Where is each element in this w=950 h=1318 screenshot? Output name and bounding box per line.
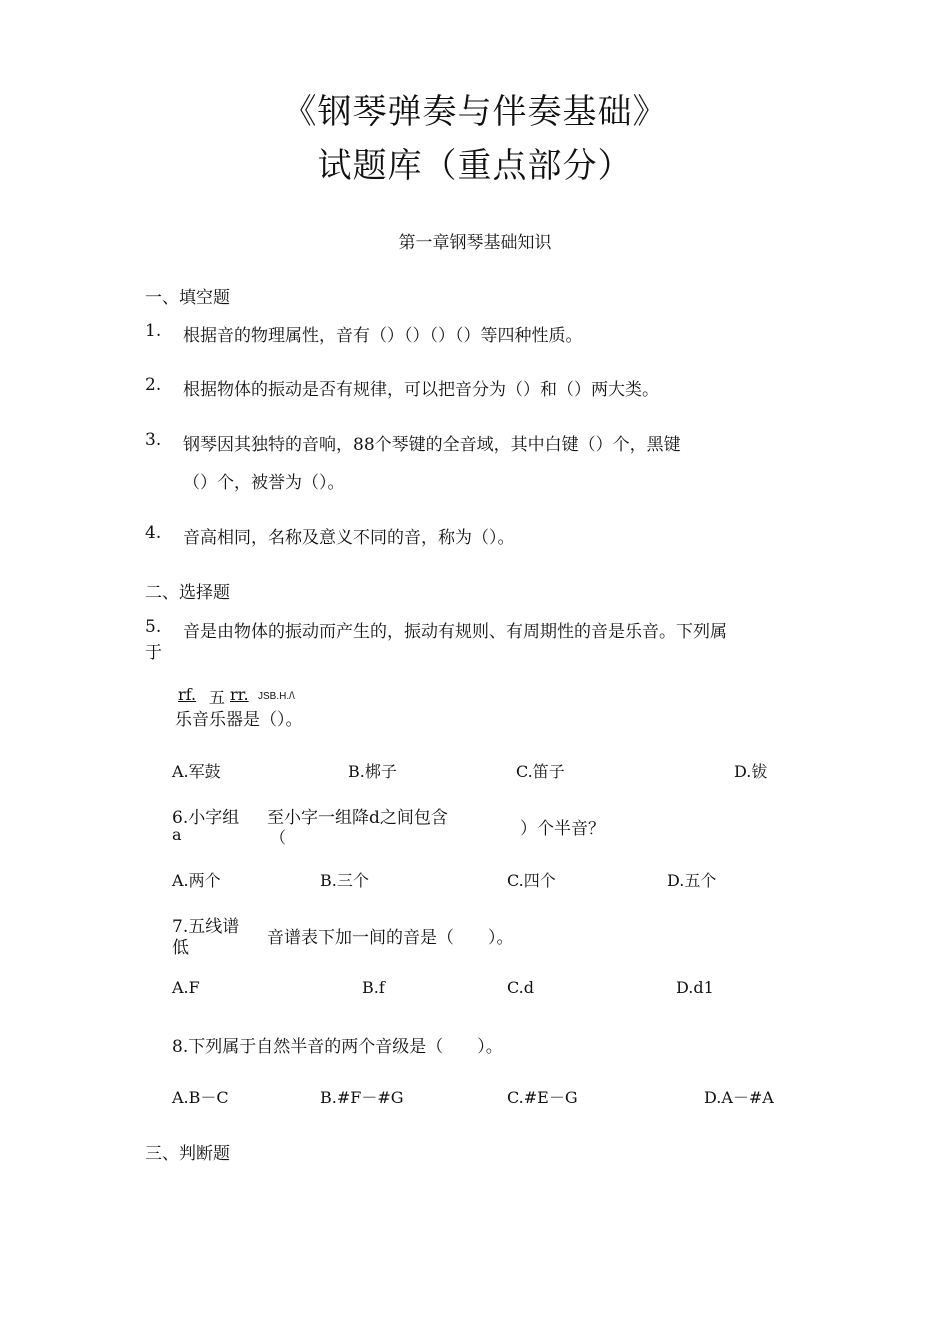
q7-option-d: D.d1 (676, 978, 714, 997)
q5-garbled-text-b: 五 (209, 688, 226, 707)
q5-option-b: B.梆子 (348, 762, 397, 781)
section-fill-in-heading: 一、填空题 (145, 288, 230, 308)
q4-text: 音高相同，名称及意义不同的音，称为（）。 (183, 528, 515, 548)
q6-text-part3: ）个半音？ (520, 819, 605, 839)
q8-text: 8.下列属于自然半音的两个音级是（ ）。 (172, 1037, 503, 1057)
q1-number: 1. (145, 321, 162, 341)
q8-option-d: D.A－#A (704, 1088, 774, 1107)
chapter-heading: 第一章钢琴基础知识 (398, 233, 552, 253)
q5-garbled-text-a: rf. (178, 685, 197, 704)
q5-text-line3: 乐音乐器是（）。 (175, 710, 303, 730)
q7-text-part1: 7.五线谱 (172, 917, 240, 937)
q7-text-part1b: 低 (172, 938, 189, 958)
document-subtitle: 试题库（重点部分） (317, 146, 633, 186)
q5-text-line2: 于 (145, 643, 162, 663)
q7-option-c: C.d (507, 978, 534, 997)
q5-garbled-text-c: rr. (230, 685, 249, 704)
q7-option-b: B.f (362, 978, 385, 997)
q3-number: 3. (145, 430, 162, 450)
q4-number: 4. (145, 523, 162, 543)
q8-option-b: B.#F－#G (320, 1088, 404, 1107)
section-choice-heading: 二、选择题 (145, 583, 230, 603)
q6-text-part1: 6.小字组 (172, 808, 240, 828)
q6-option-c: C.四个 (507, 871, 556, 890)
q1-text: 根据音的物理属性，音有（）（）（）（）等四种性质。 (183, 326, 583, 346)
q6-option-b: B.三个 (320, 871, 369, 890)
q5-option-c: C.笛子 (516, 762, 565, 781)
q8-option-a: A.B－C (172, 1088, 229, 1107)
q6-option-d: D.五个 (667, 871, 717, 890)
q7-text-part2: 音谱表下加一间的音是（ ）。 (267, 928, 514, 948)
q6-option-a: A.两个 (172, 871, 221, 890)
q5-option-a: A.军鼓 (172, 762, 221, 781)
q6-text-part1b: a (172, 825, 182, 844)
q5-garbled-text-d: JSB.H./\ (258, 691, 295, 702)
q5-number: 5. (145, 617, 162, 637)
q6-text-part2b: （ (270, 828, 287, 847)
q5-text-line1: 音是由物体的振动而产生的，振动有规则、有周期性的音是乐音。下列属 (183, 622, 727, 642)
section-true-false-heading: 三、判断题 (145, 1144, 230, 1164)
q2-number: 2. (145, 375, 162, 395)
q3-text-line2: （）个，被誉为（）。 (183, 473, 345, 493)
q6-text-part2: 至小字一组降d之间包含 (267, 808, 448, 828)
q3-text-line1: 钢琴因其独特的音响，88个琴键的全音域，其中白键（）个，黑键 (183, 435, 681, 455)
q7-option-a: A.F (172, 978, 200, 997)
q5-option-d: D.钹 (734, 762, 768, 781)
q8-option-c: C.#E－G (507, 1088, 578, 1107)
q2-text: 根据物体的振动是否有规律，可以把音分为（）和（）两大类。 (183, 380, 659, 400)
document-title: 《钢琴弹奏与伴奏基础》 (282, 92, 668, 132)
